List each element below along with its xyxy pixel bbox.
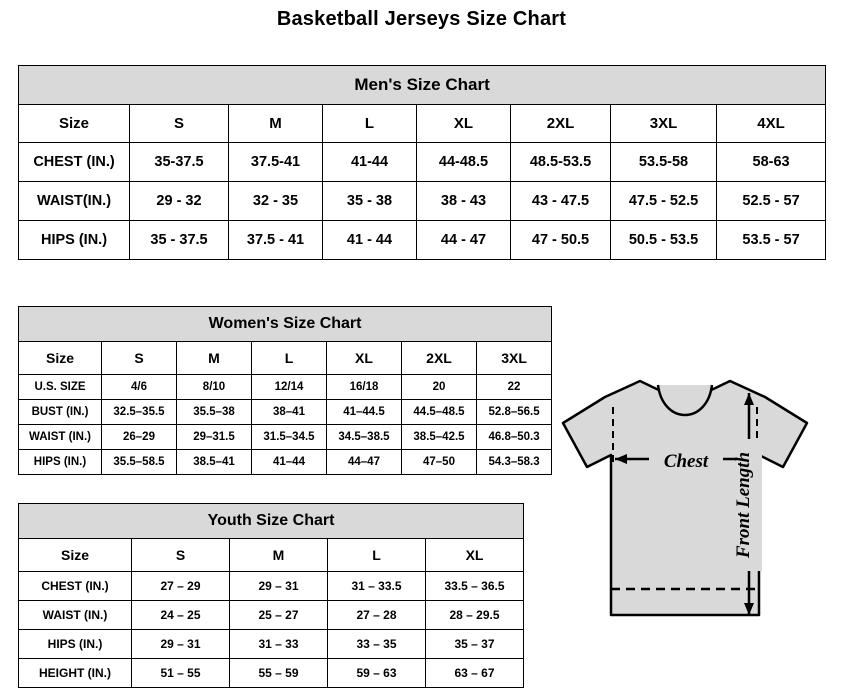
mens-cell: 48.5-53.5 (511, 143, 611, 182)
table-row (19, 143, 826, 182)
youth-header-row (19, 539, 524, 572)
womens-header-cell: L (252, 342, 327, 375)
youth-caption: Youth Size Chart (19, 504, 524, 539)
mens-cell: 53.5 - 57 (717, 221, 826, 260)
mens-header-cell: 3XL (611, 105, 717, 143)
womens-cell: 44–47 (327, 450, 402, 475)
chest-label: Chest (663, 451, 709, 472)
mens-cell: 47 - 50.5 (511, 221, 611, 260)
youth-caption-row (19, 504, 524, 539)
youth-cell: 63 – 67 (426, 659, 524, 688)
youth-cell: 25 – 27 (230, 601, 328, 630)
mens-cell: 37.5 - 41 (229, 221, 323, 260)
mens-cell: 44 - 47 (417, 221, 511, 260)
womens-cell: 52.8–56.5 (477, 400, 552, 425)
mens-cell: 35-37.5 (130, 143, 229, 182)
womens-cell: 38.5–41 (177, 450, 252, 475)
womens-caption: Women's Size Chart (19, 307, 552, 342)
mens-caption: Men's Size Chart (19, 66, 826, 105)
mens-row-label: HIPS (IN.) (19, 221, 130, 260)
womens-header-cell: M (177, 342, 252, 375)
mens-header-cell: XL (417, 105, 511, 143)
womens-cell: 38.5–42.5 (402, 425, 477, 450)
youth-cell: 27 – 28 (328, 601, 426, 630)
table-row (19, 375, 552, 400)
mens-header-row (19, 105, 826, 143)
mens-cell: 35 - 38 (323, 182, 417, 221)
womens-header-row (19, 342, 552, 375)
mens-row-label: WAIST(IN.) (19, 182, 130, 221)
mens-cell: 53.5-58 (611, 143, 717, 182)
womens-row-label: U.S. SIZE (19, 375, 102, 400)
mens-row-label: CHEST (IN.) (19, 143, 130, 182)
youth-header-cell: S (132, 539, 230, 572)
youth-header-cell: L (328, 539, 426, 572)
mens-cell: 38 - 43 (417, 182, 511, 221)
womens-header-cell: 3XL (477, 342, 552, 375)
womens-cell: 29–31.5 (177, 425, 252, 450)
womens-cell: 8/10 (177, 375, 252, 400)
mens-cell: 58-63 (717, 143, 826, 182)
youth-cell: 55 – 59 (230, 659, 328, 688)
womens-header-cell: XL (327, 342, 402, 375)
mens-size-chart-table (18, 65, 826, 260)
womens-size-chart-table (18, 306, 552, 475)
shirt-shape (563, 381, 807, 615)
youth-cell: 33 – 35 (328, 630, 426, 659)
mens-cell: 50.5 - 53.5 (611, 221, 717, 260)
table-row (19, 630, 524, 659)
womens-cell: 16/18 (327, 375, 402, 400)
womens-header-cell: 2XL (402, 342, 477, 375)
youth-row-label: WAIST (IN.) (19, 601, 132, 630)
womens-cell: 41–44.5 (327, 400, 402, 425)
youth-cell: 27 – 29 (132, 572, 230, 601)
womens-cell: 32.5–35.5 (102, 400, 177, 425)
womens-cell: 34.5–38.5 (327, 425, 402, 450)
mens-header-cell: L (323, 105, 417, 143)
womens-cell: 20 (402, 375, 477, 400)
page-title: Basketball Jerseys Size Chart (276, 8, 567, 30)
youth-cell: 24 – 25 (132, 601, 230, 630)
youth-cell: 29 – 31 (132, 630, 230, 659)
womens-cell: 22 (477, 375, 552, 400)
mens-cell: 35 - 37.5 (130, 221, 229, 260)
mens-cell: 52.5 - 57 (717, 182, 826, 221)
table-row (19, 450, 552, 475)
womens-cell: 46.8–50.3 (477, 425, 552, 450)
youth-cell: 33.5 – 36.5 (426, 572, 524, 601)
mens-cell: 37.5-41 (229, 143, 323, 182)
youth-cell: 59 – 63 (328, 659, 426, 688)
youth-row-label: HIPS (IN.) (19, 630, 132, 659)
womens-cell: 35.5–38 (177, 400, 252, 425)
youth-cell: 31 – 33.5 (328, 572, 426, 601)
table-row (19, 400, 552, 425)
table-row (19, 572, 524, 601)
womens-cell: 47–50 (402, 450, 477, 475)
youth-cell: 35 – 37 (426, 630, 524, 659)
mens-cell: 43 - 47.5 (511, 182, 611, 221)
womens-cell: 4/6 (102, 375, 177, 400)
mens-cell: 32 - 35 (229, 182, 323, 221)
mens-header-cell: Size (19, 105, 130, 143)
front-length-label: Front Length (733, 451, 754, 559)
mens-cell: 41-44 (323, 143, 417, 182)
mens-caption-row (19, 66, 826, 105)
womens-cell: 12/14 (252, 375, 327, 400)
youth-cell: 28 – 29.5 (426, 601, 524, 630)
womens-cell: 44.5–48.5 (402, 400, 477, 425)
mens-header-cell: 2XL (511, 105, 611, 143)
womens-cell: 31.5–34.5 (252, 425, 327, 450)
womens-cell: 54.3–58.3 (477, 450, 552, 475)
womens-cell: 35.5–58.5 (102, 450, 177, 475)
youth-row-label: CHEST (IN.) (19, 572, 132, 601)
womens-header-cell: Size (19, 342, 102, 375)
table-row (19, 659, 524, 688)
womens-row-label: HIPS (IN.) (19, 450, 102, 475)
womens-caption-row (19, 307, 552, 342)
youth-row-label: HEIGHT (IN.) (19, 659, 132, 688)
womens-header-cell: S (102, 342, 177, 375)
jersey-measurement-diagram (545, 363, 835, 663)
youth-header-cell: Size (19, 539, 132, 572)
womens-cell: 38–41 (252, 400, 327, 425)
womens-cell: 26–29 (102, 425, 177, 450)
table-row (19, 221, 826, 260)
womens-row-label: WAIST (IN.) (19, 425, 102, 450)
mens-cell: 29 - 32 (130, 182, 229, 221)
mens-header-cell: M (229, 105, 323, 143)
youth-cell: 51 – 55 (132, 659, 230, 688)
mens-header-cell: S (130, 105, 229, 143)
womens-row-label: BUST (IN.) (19, 400, 102, 425)
youth-size-chart-table (18, 503, 524, 688)
youth-cell: 31 – 33 (230, 630, 328, 659)
youth-cell: 29 – 31 (230, 572, 328, 601)
mens-cell: 47.5 - 52.5 (611, 182, 717, 221)
womens-cell: 41–44 (252, 450, 327, 475)
table-row (19, 601, 524, 630)
mens-cell: 41 - 44 (323, 221, 417, 260)
table-row (19, 425, 552, 450)
mens-header-cell: 4XL (717, 105, 826, 143)
mens-cell: 44-48.5 (417, 143, 511, 182)
youth-header-cell: XL (426, 539, 524, 572)
table-row (19, 182, 826, 221)
youth-header-cell: M (230, 539, 328, 572)
